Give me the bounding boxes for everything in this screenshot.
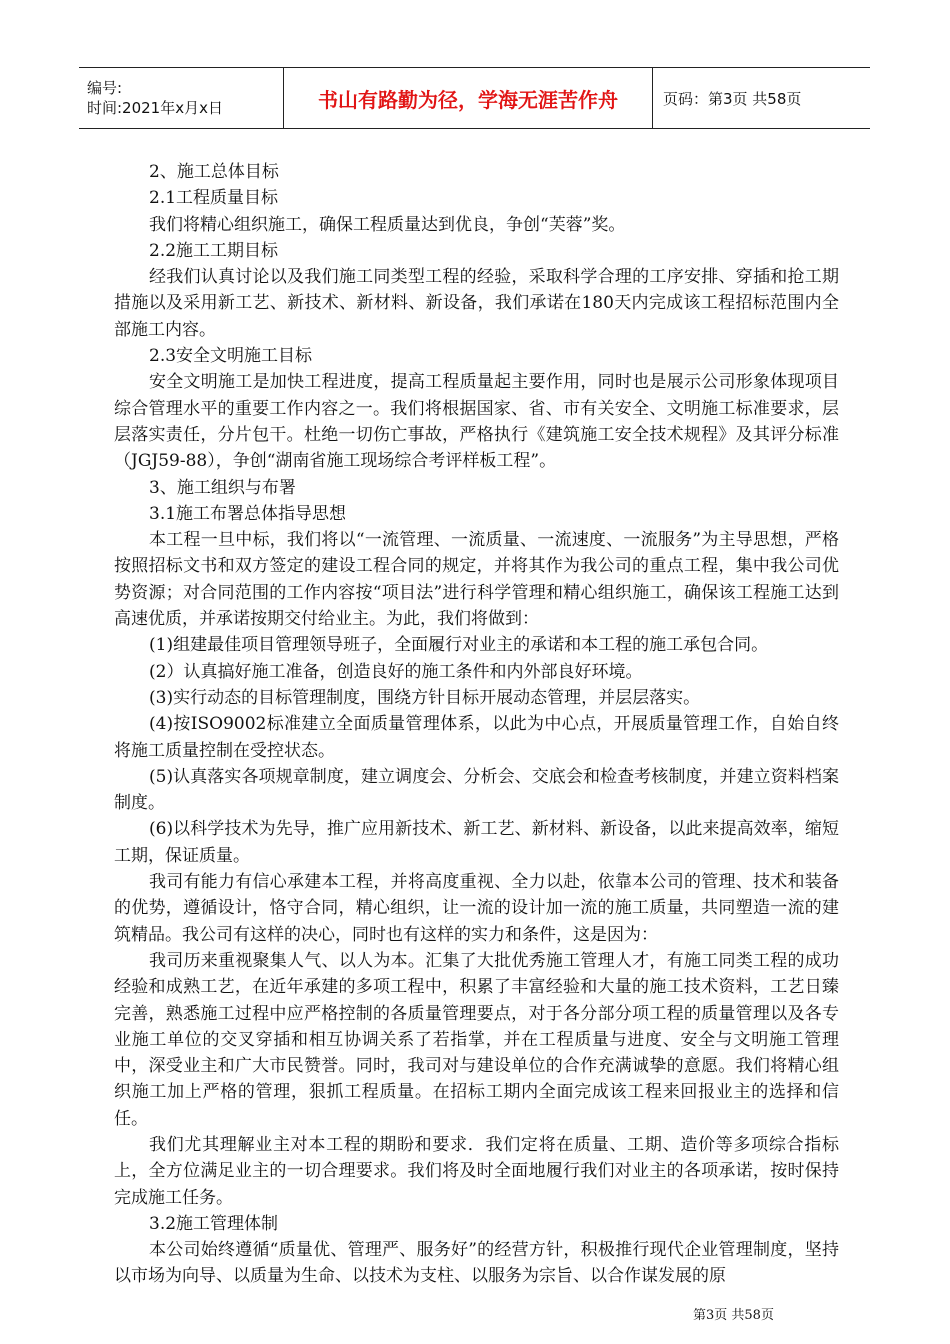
header-page-code <box>653 68 870 128</box>
document-time-label: 时间:2021年x月x日 <box>87 99 223 117</box>
paragraph: 本公司始终遵循“质量优、管理严、服务好”的经营方针，积极推行现代企业管理制度，坚持以市场为向导、以质量为生命、以技术为支柱、以服务为宗旨、以合作谋发展的原 <box>114 1240 839 1287</box>
list-item: (6)以科学技术为先导，推广应用新技术、新工艺、新材料、新设备，以此来提高效率，缩短工期，保证质量。 <box>114 819 839 866</box>
paragraph: 我们尤其理解业主对本工程的期盼和要求．我们定将在质量、工期、造价等多项综合指标上，全方位满足业主的一切合理要求。我们将及时全面地履行我们对业主的各项承诺，按时保持完成施工任务。 <box>114 1134 839 1208</box>
subsection-heading: 3.1施工布署总体指导思想 <box>149 503 347 524</box>
document-number-label: 编号: <box>87 79 123 97</box>
subsection-heading: 2.2施工工期目标 <box>149 240 279 261</box>
page-footer <box>693 1304 774 1323</box>
section-heading: 3、施工组织与布署 <box>149 477 296 498</box>
document-body <box>114 159 839 1290</box>
paragraph: 本工程一旦中标，我们将以“一流管理、一流质量、一流速度、一流服务”为主导思想，严格按照招标文书和双方签定的建设工程合同的规定，并将其作为我公司的重点工程，集中我公司优势资源；对合同范围的工作内容按“项目法”进行科学管理和精心组织施工，确保该工程施工达到高速优质，并承诺按期交付给业主。为此，我们将做到： <box>114 530 839 630</box>
footer-page-number: 第3页 共58页 <box>693 1308 774 1323</box>
paragraph: 我们将精心组织施工，确保工程质量达到优良，争创“芙蓉”奖。 <box>149 214 626 235</box>
section-heading: 2、施工总体目标 <box>149 162 279 182</box>
motto-text: 书山有路勤为径，学海无涯苦作舟 <box>318 87 618 112</box>
subsection-heading: 2.3安全文明施工目标 <box>149 346 313 367</box>
paragraph: 经我们认真讨论以及我们施工同类型工程的经验，采取科学合理的工序安排、穿插和抢工期措施以及采用新工艺、新技术、新材料、新设备，我们承诺在180天内完成该工程招标范围内全部施工内容。 <box>114 267 839 340</box>
paragraph: 我司历来重视聚集人气、以人为本。汇集了大批优秀施工管理人才，有施工同类工程的成功经验和成熟工艺，在近年承建的多项工程中，积累了丰富经验和大量的施工技术资料，工艺日臻完善，熟悉施工过程中应严格控制的各质量管理要点，对于各分部分项工程的质量管理以及各专业施工单位的交叉穿插和相互协调关系了若指掌，并在工程质量与进度、安全与文明施工管理中，深受业主和广大市民赞誉。同时，我司对与建设单位的合作充满诚挚的意愿。我们将精心组织施工加上严格的管理，狠抓工程质量。在招标工期内全面完成该工程来回报业主的选择和信任。 <box>114 950 839 1129</box>
paragraph: 我司有能力有信心承建本工程，并将高度重视、全力以赴，依靠本公司的管理、技术和装备的优势，遵循设计，恪守合同，精心组织，让一流的设计加一流的施工质量，共同塑造一流的建筑精品。我公司有这样的决心，同时也有这样的实力和条件，这是因为： <box>114 872 839 945</box>
list-item: (1)组建最佳项目管理领导班子，全面履行对业主的承诺和本工程的施工承包合同。 <box>149 635 769 656</box>
list-item: (4)按ISO9002标准建立全面质量管理体系，以此为中心点，开展质量管理工作，自始自终将施工质量控制在受控状态。 <box>114 714 839 761</box>
header-motto <box>283 68 653 128</box>
subsection-heading: 2.1工程质量目标 <box>149 188 279 209</box>
list-item: (3)实行动态的目标管理制度，围绕方针目标开展动态管理，并层层落实。 <box>149 687 701 708</box>
page-header <box>79 67 870 129</box>
list-item: (2）认真搞好施工准备，创造良好的施工条件和内外部良好环境。 <box>149 661 643 682</box>
paragraph: 安全文明施工是加快工程进度，提高工程质量起主要作用，同时也是展示公司形象体现项目综合管理水平的重要工作内容之一。我们将根据国家、省、市有关安全、文明施工标准要求，层层落实责任，分片包干。杜绝一切伤亡事故，严格执行《建筑施工安全技术规程》及其评分标准（JGJ59-88），争创“湖南省施工现场综合考评样板工程”。 <box>114 372 839 472</box>
list-item: (5)认真落实各项规章制度，建立调度会、分析会、交底会和检查考核制度，并建立资料档案制度。 <box>114 766 839 814</box>
subsection-heading: 3.2施工管理体制 <box>149 1213 279 1234</box>
page-code-text: 页码：第3页 共58页 <box>663 89 802 108</box>
header-meta <box>79 68 283 128</box>
